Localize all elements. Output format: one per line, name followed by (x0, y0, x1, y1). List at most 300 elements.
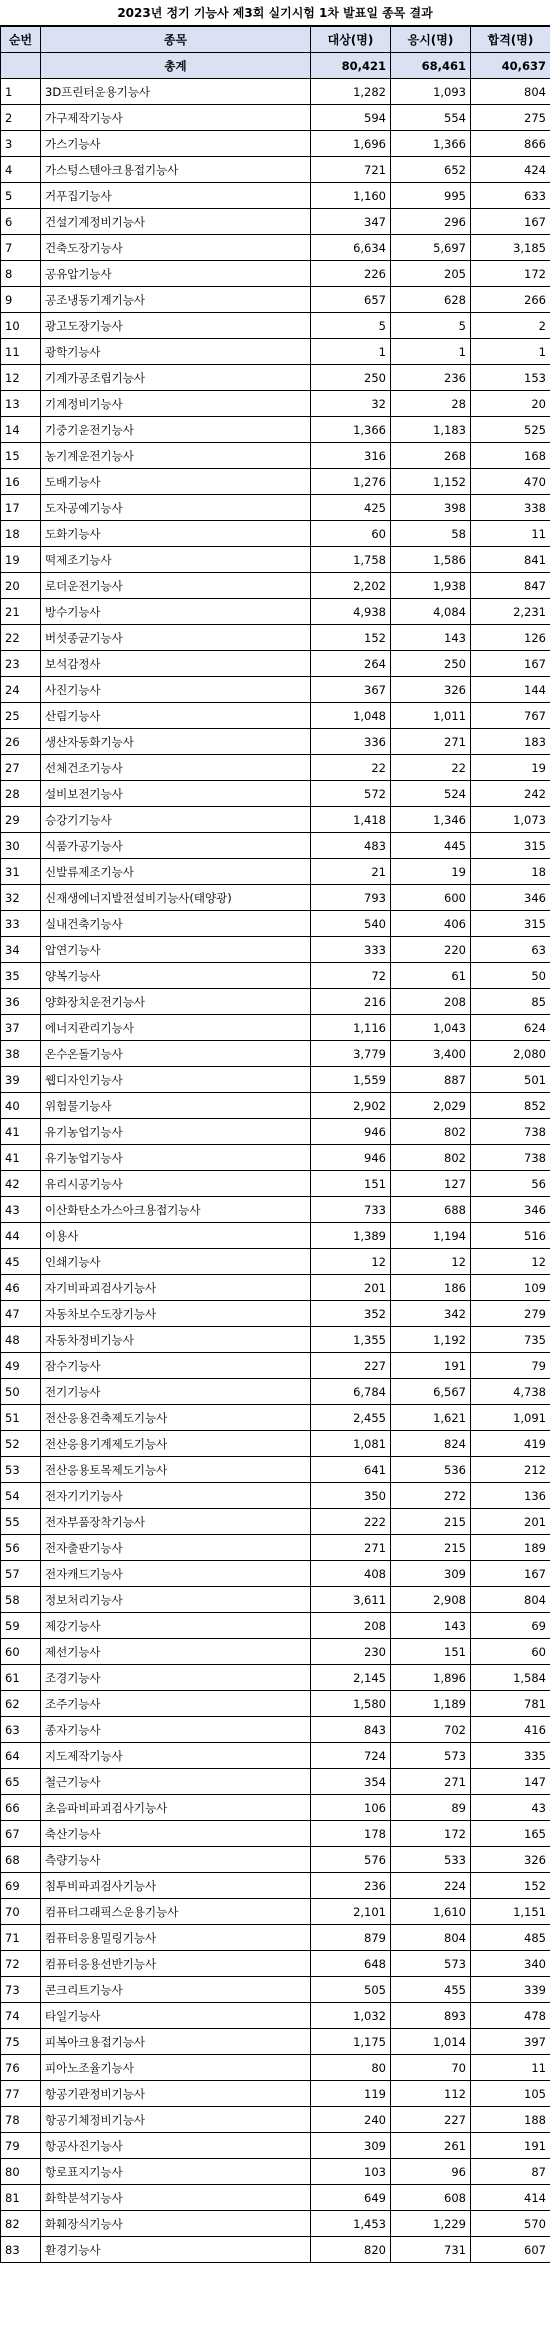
row-name: 측량기능사 (41, 1847, 311, 1873)
row-passed: 478 (471, 2003, 550, 2029)
row-target: 1 (311, 339, 391, 365)
row-target: 1,389 (311, 1223, 391, 1249)
row-taken: 96 (391, 2159, 471, 2185)
row-target: 1,580 (311, 1691, 391, 1717)
row-taken: 1,938 (391, 573, 471, 599)
row-taken: 28 (391, 391, 471, 417)
table-row (1, 1301, 550, 1327)
row-target: 2,202 (311, 573, 391, 599)
table-row (1, 521, 550, 547)
table-row (1, 105, 550, 131)
row-name: 웹디자인기능사 (41, 1067, 311, 1093)
row-name: 정보처리기능사 (41, 1587, 311, 1613)
row-name: 전기기능사 (41, 1379, 311, 1405)
row-taken: 652 (391, 157, 471, 183)
row-no: 11 (1, 339, 41, 365)
row-taken: 554 (391, 105, 471, 131)
row-target: 1,559 (311, 1067, 391, 1093)
row-target: 32 (311, 391, 391, 417)
row-passed: 339 (471, 1977, 550, 2003)
row-taken: 215 (391, 1535, 471, 1561)
total-row (1, 53, 550, 79)
row-name: 도배기능사 (41, 469, 311, 495)
row-target: 649 (311, 2185, 391, 2211)
row-taken: 1,896 (391, 1665, 471, 1691)
row-name: 인쇄기능사 (41, 1249, 311, 1275)
row-target: 843 (311, 1717, 391, 1743)
table-row (1, 1405, 550, 1431)
row-passed: 109 (471, 1275, 550, 1301)
row-taken: 1,014 (391, 2029, 471, 2055)
row-no: 74 (1, 2003, 41, 2029)
table-row (1, 2107, 550, 2133)
row-no: 73 (1, 1977, 41, 2003)
row-no: 39 (1, 1067, 41, 1093)
row-name: 전자캐드기능사 (41, 1561, 311, 1587)
total-passed: 40,637 (471, 53, 550, 79)
row-taken: 272 (391, 1483, 471, 1509)
row-name: 식품가공기능사 (41, 833, 311, 859)
row-no: 7 (1, 235, 41, 261)
row-passed: 767 (471, 703, 550, 729)
header-target: 대상(명) (311, 27, 391, 53)
row-passed: 212 (471, 1457, 550, 1483)
row-name: 자동차정비기능사 (41, 1327, 311, 1353)
row-taken: 172 (391, 1821, 471, 1847)
row-no: 2 (1, 105, 41, 131)
row-taken: 995 (391, 183, 471, 209)
row-taken: 22 (391, 755, 471, 781)
row-name: 피복아크용접기능사 (41, 2029, 311, 2055)
row-target: 576 (311, 1847, 391, 1873)
row-name: 도화기능사 (41, 521, 311, 547)
row-taken: 887 (391, 1067, 471, 1093)
row-name: 거푸집기능사 (41, 183, 311, 209)
row-name: 생산자동화기능사 (41, 729, 311, 755)
row-taken: 824 (391, 1431, 471, 1457)
row-passed: 2,231 (471, 599, 550, 625)
table-row (1, 1197, 550, 1223)
row-no: 43 (1, 1197, 41, 1223)
row-target: 594 (311, 105, 391, 131)
row-passed: 397 (471, 2029, 550, 2055)
row-no: 65 (1, 1769, 41, 1795)
row-no: 71 (1, 1925, 41, 1951)
row-taken: 309 (391, 1561, 471, 1587)
row-taken: 296 (391, 209, 471, 235)
row-taken: 702 (391, 1717, 471, 1743)
row-no: 25 (1, 703, 41, 729)
row-name: 유기농업기능사 (41, 1145, 311, 1171)
row-target: 6,784 (311, 1379, 391, 1405)
row-name: 전산응용토목제도기능사 (41, 1457, 311, 1483)
row-passed: 326 (471, 1847, 550, 1873)
row-passed: 1,073 (471, 807, 550, 833)
row-no: 80 (1, 2159, 41, 2185)
row-name: 침투비파괴검사기능사 (41, 1873, 311, 1899)
table-row (1, 703, 550, 729)
row-target: 152 (311, 625, 391, 651)
row-taken: 1,621 (391, 1405, 471, 1431)
row-no: 54 (1, 1483, 41, 1509)
row-no: 44 (1, 1223, 41, 1249)
row-no: 20 (1, 573, 41, 599)
row-target: 1,116 (311, 1015, 391, 1041)
row-target: 222 (311, 1509, 391, 1535)
table-row (1, 1561, 550, 1587)
row-no: 59 (1, 1613, 41, 1639)
row-no: 82 (1, 2211, 41, 2237)
row-no: 34 (1, 937, 41, 963)
row-taken: 1,093 (391, 79, 471, 105)
row-taken: 1,152 (391, 469, 471, 495)
row-taken: 802 (391, 1119, 471, 1145)
row-passed: 866 (471, 131, 550, 157)
row-taken: 1,194 (391, 1223, 471, 1249)
table-row (1, 833, 550, 859)
row-target: 21 (311, 859, 391, 885)
row-no: 79 (1, 2133, 41, 2159)
row-passed: 340 (471, 1951, 550, 1977)
row-passed: 167 (471, 209, 550, 235)
row-no: 62 (1, 1691, 41, 1717)
row-taken: 12 (391, 1249, 471, 1275)
row-target: 2,145 (311, 1665, 391, 1691)
table-row (1, 495, 550, 521)
row-passed: 167 (471, 651, 550, 677)
row-taken: 4,084 (391, 599, 471, 625)
table-row (1, 911, 550, 937)
row-target: 264 (311, 651, 391, 677)
row-name: 건설기계정비기능사 (41, 209, 311, 235)
row-passed: 50 (471, 963, 550, 989)
row-no: 63 (1, 1717, 41, 1743)
row-passed: 11 (471, 521, 550, 547)
row-target: 572 (311, 781, 391, 807)
row-passed: 2 (471, 313, 550, 339)
row-target: 103 (311, 2159, 391, 2185)
row-passed: 847 (471, 573, 550, 599)
table-row (1, 1145, 550, 1171)
row-no: 21 (1, 599, 41, 625)
row-target: 721 (311, 157, 391, 183)
row-passed: 607 (471, 2237, 550, 2263)
row-no: 56 (1, 1535, 41, 1561)
row-taken: 573 (391, 1743, 471, 1769)
row-taken: 1,189 (391, 1691, 471, 1717)
table-row (1, 1821, 550, 1847)
row-no: 17 (1, 495, 41, 521)
row-name: 위험물기능사 (41, 1093, 311, 1119)
row-target: 2,455 (311, 1405, 391, 1431)
row-passed: 346 (471, 1197, 550, 1223)
table-row (1, 209, 550, 235)
row-taken: 445 (391, 833, 471, 859)
row-no: 83 (1, 2237, 41, 2263)
table-row (1, 1353, 550, 1379)
row-name: 유기농업기능사 (41, 1119, 311, 1145)
row-name: 신발류제조기능사 (41, 859, 311, 885)
row-no: 47 (1, 1301, 41, 1327)
table-row (1, 1067, 550, 1093)
row-name: 항로표지기능사 (41, 2159, 311, 2185)
row-target: 350 (311, 1483, 391, 1509)
row-taken: 342 (391, 1301, 471, 1327)
row-passed: 19 (471, 755, 550, 781)
row-taken: 208 (391, 989, 471, 1015)
row-passed: 516 (471, 1223, 550, 1249)
row-name: 이산화탄소가스아크용접기능사 (41, 1197, 311, 1223)
row-name: 지도제작기능사 (41, 1743, 311, 1769)
row-passed: 43 (471, 1795, 550, 1821)
row-name: 온수온돌기능사 (41, 1041, 311, 1067)
row-passed: 152 (471, 1873, 550, 1899)
row-passed: 338 (471, 495, 550, 521)
row-no: 19 (1, 547, 41, 573)
total-target: 80,421 (311, 53, 391, 79)
row-no: 4 (1, 157, 41, 183)
table-row (1, 261, 550, 287)
row-passed: 266 (471, 287, 550, 313)
row-target: 119 (311, 2081, 391, 2107)
row-target: 641 (311, 1457, 391, 1483)
row-name: 광학기능사 (41, 339, 311, 365)
row-name: 항공사진기능사 (41, 2133, 311, 2159)
table-row (1, 1639, 550, 1665)
row-passed: 633 (471, 183, 550, 209)
row-no: 3 (1, 131, 41, 157)
row-taken: 70 (391, 2055, 471, 2081)
row-taken: 6,567 (391, 1379, 471, 1405)
row-passed: 167 (471, 1561, 550, 1587)
row-taken: 261 (391, 2133, 471, 2159)
table-row (1, 1483, 550, 1509)
row-taken: 455 (391, 1977, 471, 2003)
row-name: 기계정비기능사 (41, 391, 311, 417)
row-target: 1,696 (311, 131, 391, 157)
row-target: 5 (311, 313, 391, 339)
row-passed: 79 (471, 1353, 550, 1379)
table-row (1, 963, 550, 989)
row-no: 60 (1, 1639, 41, 1665)
row-name: 철근기능사 (41, 1769, 311, 1795)
row-no: 24 (1, 677, 41, 703)
row-target: 2,101 (311, 1899, 391, 1925)
row-target: 22 (311, 755, 391, 781)
row-target: 1,276 (311, 469, 391, 495)
row-no: 72 (1, 1951, 41, 1977)
row-passed: 201 (471, 1509, 550, 1535)
row-name: 신재생에너지발전설비기능사(태양광) (41, 885, 311, 911)
row-no: 27 (1, 755, 41, 781)
row-target: 354 (311, 1769, 391, 1795)
table-row (1, 79, 550, 105)
row-passed: 525 (471, 417, 550, 443)
row-target: 1,048 (311, 703, 391, 729)
row-taken: 250 (391, 651, 471, 677)
row-name: 축산기능사 (41, 1821, 311, 1847)
row-target: 216 (311, 989, 391, 1015)
table-row (1, 2237, 550, 2263)
row-name: 산림기능사 (41, 703, 311, 729)
row-no: 57 (1, 1561, 41, 1587)
row-no: 68 (1, 1847, 41, 1873)
table-row (1, 2159, 550, 2185)
row-no: 64 (1, 1743, 41, 1769)
row-no: 52 (1, 1431, 41, 1457)
row-passed: 105 (471, 2081, 550, 2107)
row-target: 336 (311, 729, 391, 755)
table-row (1, 313, 550, 339)
row-name: 자기비파괴검사기능사 (41, 1275, 311, 1301)
row-name: 광고도장기능사 (41, 313, 311, 339)
header-no: 순번 (1, 27, 41, 53)
row-no: 66 (1, 1795, 41, 1821)
header-name: 종목 (41, 27, 311, 53)
row-target: 1,081 (311, 1431, 391, 1457)
row-taken: 1,610 (391, 1899, 471, 1925)
row-passed: 570 (471, 2211, 550, 2237)
row-taken: 524 (391, 781, 471, 807)
row-target: 226 (311, 261, 391, 287)
row-passed: 279 (471, 1301, 550, 1327)
row-no: 42 (1, 1171, 41, 1197)
row-target: 352 (311, 1301, 391, 1327)
row-passed: 275 (471, 105, 550, 131)
row-passed: 18 (471, 859, 550, 885)
row-passed: 315 (471, 911, 550, 937)
row-no: 48 (1, 1327, 41, 1353)
table-row (1, 989, 550, 1015)
row-name: 제선기능사 (41, 1639, 311, 1665)
header-taken: 응시(명) (391, 27, 471, 53)
row-no: 16 (1, 469, 41, 495)
row-passed: 501 (471, 1067, 550, 1093)
table-row (1, 2055, 550, 2081)
table-row (1, 365, 550, 391)
table-row (1, 1327, 550, 1353)
row-passed: 242 (471, 781, 550, 807)
row-no: 78 (1, 2107, 41, 2133)
row-name: 유리시공기능사 (41, 1171, 311, 1197)
row-no: 37 (1, 1015, 41, 1041)
row-name: 타일기능사 (41, 2003, 311, 2029)
table-row (1, 1769, 550, 1795)
row-passed: 4,738 (471, 1379, 550, 1405)
row-taken: 600 (391, 885, 471, 911)
row-name: 잠수기능사 (41, 1353, 311, 1379)
row-passed: 414 (471, 2185, 550, 2211)
row-no: 18 (1, 521, 41, 547)
row-no: 51 (1, 1405, 41, 1431)
table-row (1, 131, 550, 157)
row-target: 793 (311, 885, 391, 911)
row-taken: 191 (391, 1353, 471, 1379)
row-taken: 802 (391, 1145, 471, 1171)
row-no: 14 (1, 417, 41, 443)
row-passed: 189 (471, 1535, 550, 1561)
row-taken: 1,366 (391, 131, 471, 157)
row-no: 50 (1, 1379, 41, 1405)
table-row (1, 1951, 550, 1977)
row-name: 전자부품장착기능사 (41, 1509, 311, 1535)
row-taken: 5,697 (391, 235, 471, 261)
table-row (1, 885, 550, 911)
row-name: 컴퓨터그래픽스운용기능사 (41, 1899, 311, 1925)
row-name: 에너지관리기능사 (41, 1015, 311, 1041)
row-no: 10 (1, 313, 41, 339)
row-target: 178 (311, 1821, 391, 1847)
table-row (1, 2029, 550, 2055)
row-taken: 127 (391, 1171, 471, 1197)
row-name: 건축도장기능사 (41, 235, 311, 261)
row-target: 230 (311, 1639, 391, 1665)
table-row (1, 1249, 550, 1275)
row-target: 4,938 (311, 599, 391, 625)
row-target: 1,032 (311, 2003, 391, 2029)
row-target: 236 (311, 1873, 391, 1899)
row-passed: 126 (471, 625, 550, 651)
row-name: 가스텅스텐아크용접기능사 (41, 157, 311, 183)
row-passed: 172 (471, 261, 550, 287)
row-passed: 87 (471, 2159, 550, 2185)
row-passed: 738 (471, 1119, 550, 1145)
row-passed: 63 (471, 937, 550, 963)
table-row (1, 1223, 550, 1249)
row-passed: 804 (471, 79, 550, 105)
row-no: 30 (1, 833, 41, 859)
row-no: 36 (1, 989, 41, 1015)
row-target: 227 (311, 1353, 391, 1379)
table-row (1, 183, 550, 209)
row-taken: 398 (391, 495, 471, 521)
row-name: 콘크리트기능사 (41, 1977, 311, 2003)
row-name: 가구제작기능사 (41, 105, 311, 131)
table-row (1, 2081, 550, 2107)
table-row (1, 2185, 550, 2211)
row-no: 67 (1, 1821, 41, 1847)
row-name: 조주기능사 (41, 1691, 311, 1717)
row-taken: 236 (391, 365, 471, 391)
row-target: 1,418 (311, 807, 391, 833)
table-row (1, 937, 550, 963)
row-name: 공조냉동기계기능사 (41, 287, 311, 313)
row-no: 8 (1, 261, 41, 287)
row-taken: 1,192 (391, 1327, 471, 1353)
row-taken: 1,043 (391, 1015, 471, 1041)
total-no-cell (1, 53, 41, 79)
table-row (1, 339, 550, 365)
row-target: 3,611 (311, 1587, 391, 1613)
row-passed: 165 (471, 1821, 550, 1847)
row-target: 6,634 (311, 235, 391, 261)
row-target: 240 (311, 2107, 391, 2133)
row-name: 종자기능사 (41, 1717, 311, 1743)
table-row (1, 1535, 550, 1561)
table-row (1, 1977, 550, 2003)
row-target: 505 (311, 1977, 391, 2003)
row-passed: 56 (471, 1171, 550, 1197)
row-name: 압연기능사 (41, 937, 311, 963)
table-row (1, 1275, 550, 1301)
row-passed: 153 (471, 365, 550, 391)
table-row (1, 235, 550, 261)
row-name: 공유압기능사 (41, 261, 311, 287)
row-target: 1,366 (311, 417, 391, 443)
row-taken: 1,586 (391, 547, 471, 573)
row-taken: 215 (391, 1509, 471, 1535)
row-no: 23 (1, 651, 41, 677)
